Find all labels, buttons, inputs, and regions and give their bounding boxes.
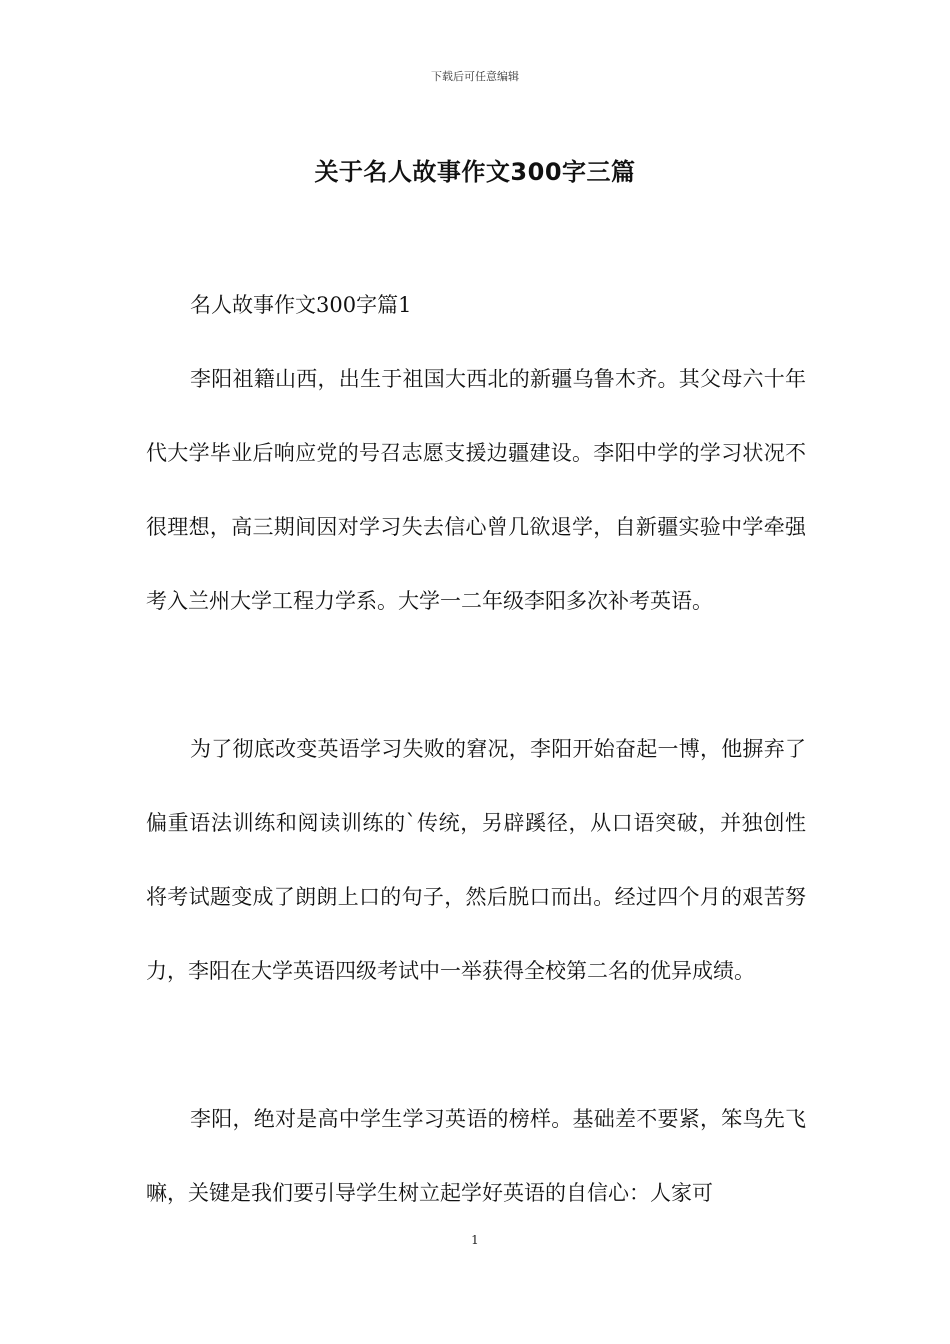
paragraph-text: 李阳祖籍山西，出生于祖国大西北的新疆乌鲁木齐。其父母六十年代大学毕业后响应党的号召志愿支援边疆建设。李阳中学的学习状况不很理想，高三期间因对学习失去信心曾几欲退学，自新疆实验中学牵强考入兰州大学工程力学系。大学一二年级李阳多次补考英语。 <box>146 367 806 613</box>
section-heading <box>146 268 806 342</box>
paragraph-1 <box>146 342 806 638</box>
paragraph-2 <box>146 712 806 1008</box>
section-heading-text: 名人故事作文300字篇1 <box>190 293 412 317</box>
document-title: 关于名人故事作文300字三篇 <box>314 158 636 186</box>
paragraph-text: 李阳，绝对是高中学生学习英语的榜样。基础差不要紧，笨鸟先飞嘛，关键是我们要引导学生树立起学好英语的自信心：人家可 <box>146 1107 806 1205</box>
page-number: 1 <box>471 1233 479 1247</box>
paragraph-3 <box>146 1082 806 1230</box>
paragraph-text: 为了彻底改变英语学习失败的窘况，李阳开始奋起一博，他摒弃了偏重语法训练和阅读训练的`传统，另辟蹊径，从口语突破，并独创性将考试题变成了朗朗上口的句子，然后脱口而出。经过四个月的艰苦努力，李阳在大学英语四级考试中一举获得全校第二名的优异成绩。 <box>146 737 806 983</box>
header-note: 下载后可任意编辑 <box>431 70 519 83</box>
